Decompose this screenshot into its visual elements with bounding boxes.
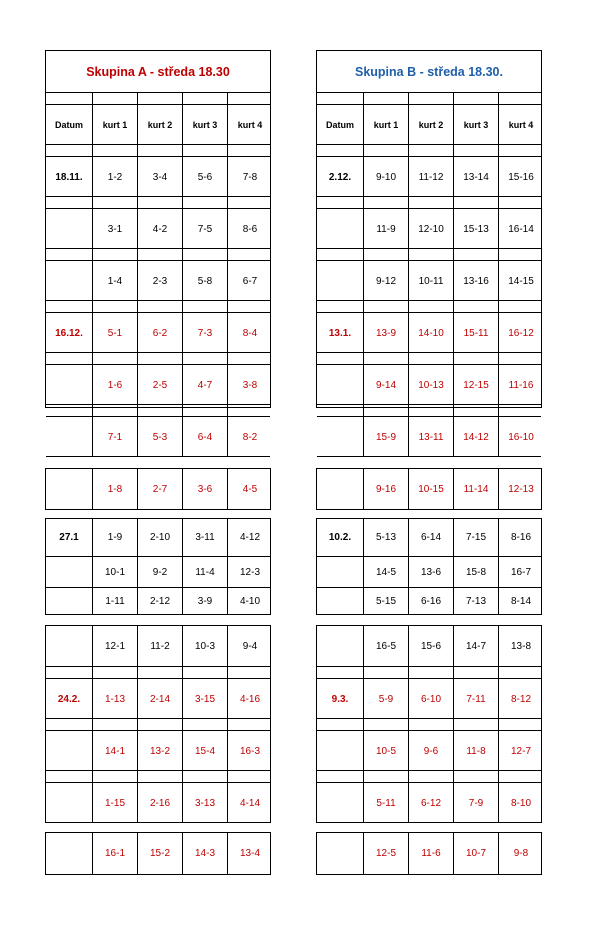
match-cell: 3-6 <box>182 469 227 509</box>
date-cell <box>46 731 92 771</box>
match-row <box>46 556 270 588</box>
header-row <box>317 104 541 145</box>
match-cell: 9-14 <box>363 365 408 405</box>
match-cell: 11-4 <box>182 557 227 588</box>
match-cell: 7-11 <box>453 679 498 719</box>
match-cell: 6-12 <box>408 783 453 823</box>
match-cell: 1-15 <box>92 783 137 823</box>
court-header: kurt 2 <box>408 105 453 145</box>
match-cell: 3-1 <box>92 209 137 249</box>
match-row <box>317 364 541 405</box>
schedule-table <box>45 518 271 615</box>
date-cell: 13.1. <box>328 327 352 339</box>
match-row <box>46 519 270 556</box>
match-cell: 13-2 <box>137 731 182 771</box>
match-cell: 16-5 <box>363 626 408 666</box>
match-row <box>317 678 541 719</box>
match-cell: 10-11 <box>408 261 453 301</box>
match-cell: 14-12 <box>453 417 498 457</box>
match-cell: 7-8 <box>227 157 272 197</box>
match-cell: 5-1 <box>92 313 137 353</box>
match-cell: 13-9 <box>363 313 408 353</box>
date-cell <box>317 626 363 666</box>
match-cell: 13-8 <box>498 626 543 666</box>
match-cell: 7-1 <box>92 417 137 457</box>
date-cell <box>317 833 363 874</box>
match-cell: 9-8 <box>498 833 543 874</box>
match-cell: 9-16 <box>363 469 408 509</box>
match-cell: 1-4 <box>92 261 137 301</box>
match-cell: 8-14 <box>498 588 543 615</box>
date-cell <box>46 469 92 509</box>
match-cell: 7-15 <box>453 519 498 556</box>
match-cell: 8-2 <box>227 417 272 457</box>
schedule-table <box>45 468 271 510</box>
match-cell: 15-9 <box>363 417 408 457</box>
group-title: Skupina B - středa 18.30. <box>317 51 541 93</box>
match-row <box>46 833 270 874</box>
match-row <box>46 364 270 405</box>
match-cell: 10-5 <box>363 731 408 771</box>
spacer-row <box>46 456 270 457</box>
court-header: kurt 4 <box>227 105 272 145</box>
match-cell: 4-14 <box>227 783 272 823</box>
match-cell: 12-7 <box>498 731 543 771</box>
match-cell: 2-12 <box>137 588 182 615</box>
match-row <box>46 587 270 615</box>
schedule-table <box>45 832 271 875</box>
match-cell: 1-11 <box>92 588 137 615</box>
match-cell: 11-9 <box>363 209 408 249</box>
match-cell: 2-14 <box>137 679 182 719</box>
match-cell: 3-4 <box>137 157 182 197</box>
match-cell: 15-4 <box>182 731 227 771</box>
match-row <box>317 156 541 197</box>
match-cell: 16-14 <box>498 209 543 249</box>
match-cell: 9-4 <box>227 626 272 666</box>
date-cell <box>46 209 92 249</box>
match-cell: 1-2 <box>92 157 137 197</box>
match-row <box>46 416 270 457</box>
match-cell: 2-5 <box>137 365 182 405</box>
court-header: kurt 3 <box>182 105 227 145</box>
match-cell: 14-1 <box>92 731 137 771</box>
match-cell: 6-16 <box>408 588 453 615</box>
match-cell: 11-8 <box>453 731 498 771</box>
match-cell: 6-10 <box>408 679 453 719</box>
match-cell: 1-13 <box>92 679 137 719</box>
match-cell: 6-2 <box>137 313 182 353</box>
match-cell: 12-5 <box>363 833 408 874</box>
schedule-table <box>316 832 542 875</box>
match-cell: 16-3 <box>227 731 272 771</box>
match-cell: 8-6 <box>227 209 272 249</box>
court-header: kurt 2 <box>137 105 182 145</box>
date-cell <box>317 209 363 249</box>
match-cell: 14-3 <box>182 833 227 874</box>
match-cell: 10-15 <box>408 469 453 509</box>
match-row <box>317 260 541 301</box>
match-row <box>317 556 541 588</box>
match-cell: 9-2 <box>137 557 182 588</box>
date-cell <box>46 417 92 457</box>
match-cell: 5-6 <box>182 157 227 197</box>
group-title: Skupina A - středa 18.30 <box>46 51 270 93</box>
match-cell: 5-9 <box>363 679 408 719</box>
match-cell: 1-9 <box>92 519 137 556</box>
match-cell: 8-12 <box>498 679 543 719</box>
match-cell: 4-12 <box>227 519 272 556</box>
schedule-table <box>45 625 271 823</box>
match-cell: 6-14 <box>408 519 453 556</box>
match-cell: 13-16 <box>453 261 498 301</box>
date-cell <box>46 261 92 301</box>
date-cell: 27.1 <box>59 532 79 543</box>
date-cell <box>317 469 363 509</box>
header-row <box>46 104 270 145</box>
match-cell: 13-6 <box>408 557 453 588</box>
match-cell: 15-6 <box>408 626 453 666</box>
match-cell: 6-4 <box>182 417 227 457</box>
match-cell: 6-7 <box>227 261 272 301</box>
match-cell: 4-16 <box>227 679 272 719</box>
court-header: kurt 3 <box>453 105 498 145</box>
match-row <box>46 156 270 197</box>
date-cell: 2.12. <box>328 171 352 183</box>
spacer-row <box>317 456 541 457</box>
match-cell: 10-13 <box>408 365 453 405</box>
match-cell: 14-5 <box>363 557 408 588</box>
match-row <box>46 626 270 666</box>
match-cell: 14-15 <box>498 261 543 301</box>
match-cell: 9-6 <box>408 731 453 771</box>
court-header: kurt 1 <box>363 105 408 145</box>
match-cell: 12-1 <box>92 626 137 666</box>
match-cell: 14-7 <box>453 626 498 666</box>
match-cell: 5-11 <box>363 783 408 823</box>
match-row <box>46 678 270 719</box>
match-row <box>317 587 541 615</box>
schedule-table <box>316 518 542 615</box>
match-cell: 8-10 <box>498 783 543 823</box>
date-cell <box>317 731 363 771</box>
match-row <box>317 833 541 874</box>
match-cell: 8-4 <box>227 313 272 353</box>
match-row <box>317 519 541 556</box>
match-cell: 5-3 <box>137 417 182 457</box>
match-row <box>317 469 541 509</box>
match-cell: 12-3 <box>227 557 272 588</box>
date-cell: 9.3. <box>331 693 349 705</box>
date-cell <box>317 417 363 457</box>
match-cell: 11-16 <box>498 365 543 405</box>
match-cell: 10-1 <box>92 557 137 588</box>
match-cell: 13-11 <box>408 417 453 457</box>
match-cell: 7-5 <box>182 209 227 249</box>
match-cell: 12-15 <box>453 365 498 405</box>
match-cell: 7-13 <box>453 588 498 615</box>
match-cell: 15-8 <box>453 557 498 588</box>
date-cell: 18.11. <box>55 171 83 183</box>
date-header: Datum <box>325 120 354 130</box>
match-cell: 15-2 <box>137 833 182 874</box>
match-cell: 2-16 <box>137 783 182 823</box>
match-cell: 10-7 <box>453 833 498 874</box>
date-cell: 10.2. <box>328 532 352 543</box>
match-cell: 3-15 <box>182 679 227 719</box>
date-cell <box>317 261 363 301</box>
date-cell <box>317 588 363 615</box>
match-cell: 7-3 <box>182 313 227 353</box>
date-cell <box>317 365 363 405</box>
match-cell: 16-1 <box>92 833 137 874</box>
schedule-table <box>316 625 542 823</box>
match-cell: 4-2 <box>137 209 182 249</box>
match-row <box>317 730 541 771</box>
match-row <box>317 626 541 666</box>
schedule-table <box>316 468 542 510</box>
match-cell: 2-10 <box>137 519 182 556</box>
schedule-table <box>316 50 542 443</box>
match-cell: 11-2 <box>137 626 182 666</box>
match-cell: 9-12 <box>363 261 408 301</box>
match-row <box>46 730 270 771</box>
match-cell: 16-12 <box>498 313 543 353</box>
match-cell: 10-3 <box>182 626 227 666</box>
match-row <box>317 782 541 823</box>
match-row <box>46 260 270 301</box>
match-row <box>46 208 270 249</box>
match-cell: 16-10 <box>498 417 543 457</box>
match-cell: 1-8 <box>92 469 137 509</box>
match-cell: 9-10 <box>363 157 408 197</box>
match-cell: 15-13 <box>453 209 498 249</box>
match-cell: 4-7 <box>182 365 227 405</box>
match-cell: 12-10 <box>408 209 453 249</box>
date-cell <box>46 626 92 666</box>
match-row <box>46 469 270 509</box>
court-header: kurt 1 <box>92 105 137 145</box>
date-cell <box>46 833 92 874</box>
match-row <box>317 312 541 353</box>
match-cell: 4-10 <box>227 588 272 615</box>
match-cell: 2-7 <box>137 469 182 509</box>
date-cell <box>317 557 363 588</box>
court-header: kurt 4 <box>498 105 543 145</box>
match-row <box>317 208 541 249</box>
match-row <box>46 312 270 353</box>
match-cell: 8-16 <box>498 519 543 556</box>
match-row <box>46 782 270 823</box>
match-cell: 3-13 <box>182 783 227 823</box>
match-cell: 13-4 <box>227 833 272 874</box>
match-row <box>317 416 541 457</box>
date-cell <box>46 783 92 823</box>
match-cell: 3-9 <box>182 588 227 615</box>
date-cell <box>317 783 363 823</box>
match-cell: 3-8 <box>227 365 272 405</box>
match-cell: 4-5 <box>227 469 272 509</box>
match-cell: 5-15 <box>363 588 408 615</box>
match-cell: 13-14 <box>453 157 498 197</box>
date-cell <box>46 588 92 615</box>
match-cell: 11-12 <box>408 157 453 197</box>
date-cell: 16.12. <box>55 327 83 339</box>
match-cell: 14-10 <box>408 313 453 353</box>
match-cell: 12-13 <box>498 469 543 509</box>
match-cell: 15-11 <box>453 313 498 353</box>
schedule-table <box>45 50 271 443</box>
match-cell: 16-7 <box>498 557 543 588</box>
match-cell: 7-9 <box>453 783 498 823</box>
date-cell <box>46 557 92 588</box>
match-cell: 3-11 <box>182 519 227 556</box>
match-cell: 5-8 <box>182 261 227 301</box>
date-cell: 24.2. <box>57 693 81 705</box>
match-cell: 11-6 <box>408 833 453 874</box>
date-header: Datum <box>54 120 83 130</box>
date-cell <box>46 365 92 405</box>
match-cell: 15-16 <box>498 157 543 197</box>
match-cell: 11-14 <box>453 469 498 509</box>
match-cell: 2-3 <box>137 261 182 301</box>
match-cell: 1-6 <box>92 365 137 405</box>
match-cell: 5-13 <box>363 519 408 556</box>
